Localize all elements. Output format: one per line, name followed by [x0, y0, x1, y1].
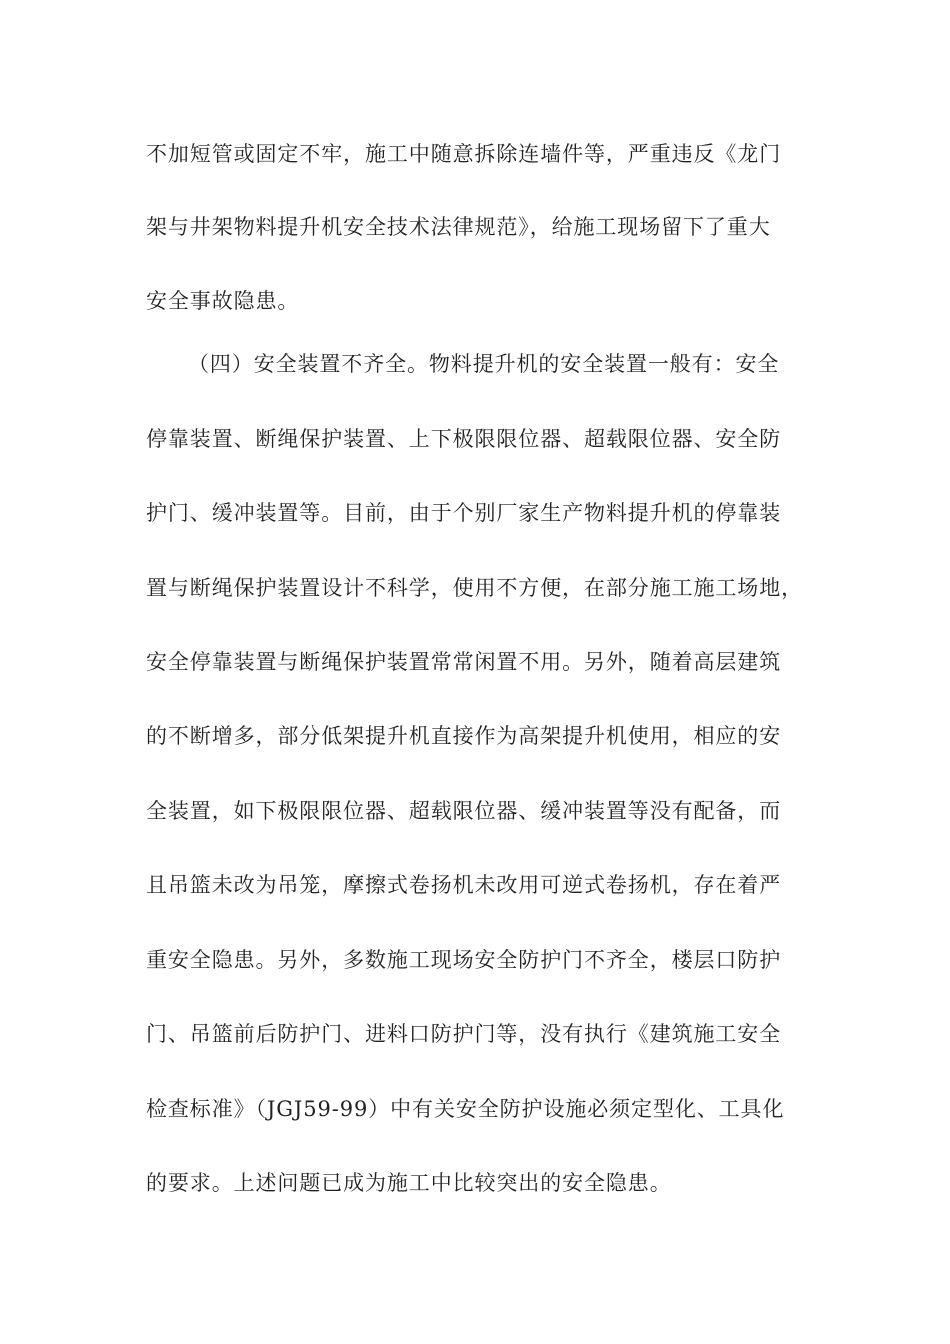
text-line: 检查标准》（JGJ59-99）中有关安全防护设施必须定型化、工具化: [146, 1097, 785, 1121]
text-line: 停靠装置、断绳保护装置、上下极限限位器、超载限位器、安全防: [146, 427, 782, 451]
text-line: 门、吊篮前后防护门、进料口防护门等，没有执行《建筑施工安全: [146, 1022, 782, 1046]
text-line: 且吊篮未改为吊笼，摩擦式卷扬机未改用可逆式卷扬机，存在着严: [146, 873, 782, 897]
text-line: 安全停靠装置与断绳保护装置常常闲置不用。另外，随着高层建筑: [146, 650, 782, 674]
text-line: 护门、缓冲装置等。目前，由于个别厂家生产物料提升机的停靠装: [146, 501, 782, 525]
text-line: 的不断增多，部分低架提升机直接作为高架提升机使用，相应的安: [146, 724, 782, 748]
text-line: 安全事故隐患。: [146, 289, 300, 313]
text-line: 重安全隐患。另外，多数施工现场安全防护门不齐全，楼层口防护: [146, 948, 782, 972]
text-line: 全装置，如下极限限位器、超载限位器、缓冲装置等没有配备，而: [146, 799, 782, 823]
paragraph-start-line: （四）安全装置不齐全。物料提升机的安全装置一般有：安全: [188, 352, 780, 376]
text-line: 的要求。上述问题已成为施工中比较突出的安全隐患。: [146, 1171, 672, 1195]
text-line: 架与井架物料提升机安全技术法律规范》，给施工现场留下了重大: [146, 215, 771, 239]
text-line: 不加短管或固定不牢，施工中随意拆除连墙件等，严重违反《龙门: [146, 142, 782, 166]
text-line: 置与断绳保护装置设计不科学，使用不方便，在部分施工施工场地，: [146, 576, 803, 600]
